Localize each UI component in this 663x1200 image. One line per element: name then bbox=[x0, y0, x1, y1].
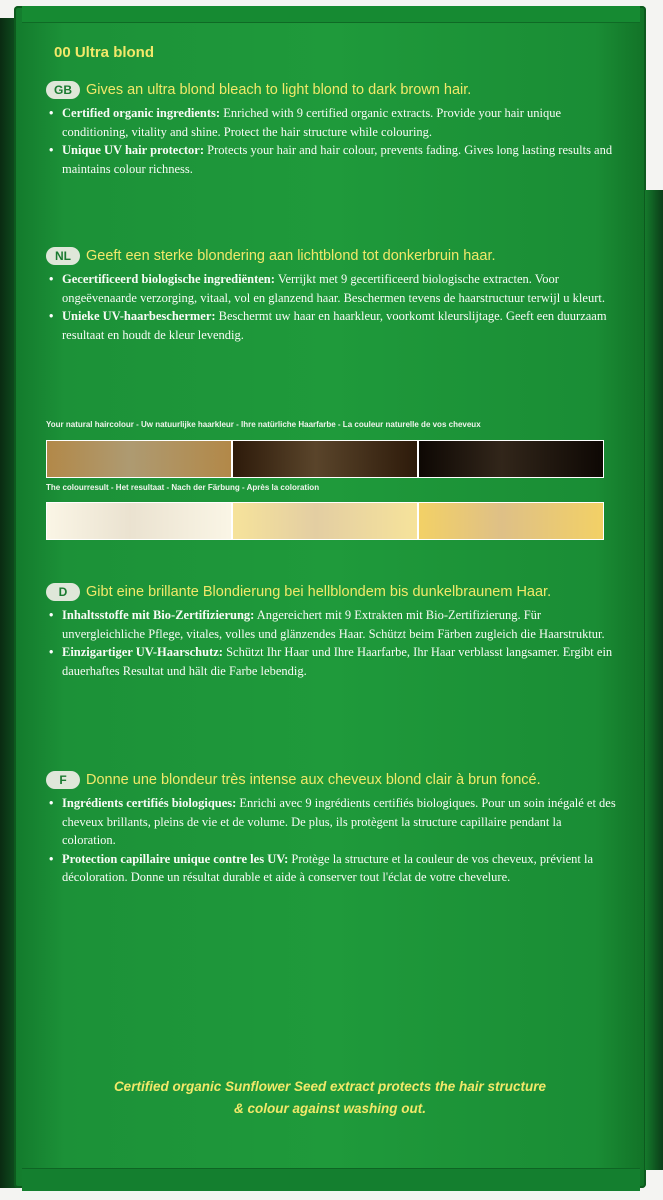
bullet-item: • Ingrédients certifiés biologiques: Enrichi avec 9 ingrédients certifiés biologiques. Pour un soin inégalé et des cheveux brillants, pleins de vie et de volume. De plus, ils protègent la structure capillaire pendant la coloration. bbox=[46, 794, 616, 850]
language-badge-nl: NL bbox=[46, 247, 80, 265]
shade-title: 00 Ultra blond bbox=[54, 44, 155, 61]
section-heading bbox=[46, 246, 616, 266]
result-swatch-light bbox=[47, 503, 231, 539]
section-nl bbox=[46, 246, 616, 344]
natural-colour-swatches bbox=[46, 440, 604, 478]
language-badge-d: D bbox=[46, 583, 80, 601]
footer-claim bbox=[40, 1076, 620, 1120]
result-colour-caption: The colourresult - Het resultaat - Nach der Färbung - Après la coloration bbox=[46, 483, 320, 492]
bullet-item: • Einzigartiger UV-Haarschutz: Schützt Ihr Haar und Ihre Haarfarbe, Ihr Haar verblasst langsamer. Ergibt ein dauerhaftes Resultat und hält die Farbe lebendig. bbox=[46, 643, 616, 680]
bullet-item: • Inhaltsstoffe mit Bio-Zertifizierung: Angereichert mit 9 Extrakten mit Bio-Zertifizierung. Für unvergleichliche Pflege, vitales, volles und glänzendes Haar. Schützt beim Färben zugleich die Haarstruktur. bbox=[46, 606, 616, 643]
heading-text: Gibt eine brillante Blondierung bei hellblondem bis dunkelbraunem Haar. bbox=[86, 584, 552, 600]
language-badge-gb: GB bbox=[46, 81, 80, 99]
bullet-list bbox=[46, 794, 616, 887]
footer-line-2: & colour against washing out. bbox=[233, 1101, 426, 1116]
heading-text: Geeft een sterke blondering aan lichtblond tot donkerbruin haar. bbox=[86, 248, 496, 264]
section-heading bbox=[46, 80, 616, 100]
section-d bbox=[46, 582, 616, 680]
bullet-list bbox=[46, 104, 616, 178]
box-right-flap bbox=[645, 190, 663, 1170]
section-gb bbox=[46, 80, 616, 178]
bullet-list bbox=[46, 270, 616, 344]
result-swatch-dark bbox=[419, 503, 603, 539]
natural-colour-caption: Your natural haircolour - Uw natuurlijke haarkleur - Ihre natürliche Haarfarbe - La couleur naturelle de vos cheveux bbox=[46, 420, 481, 429]
natural-swatch-light bbox=[47, 441, 231, 477]
bullet-item: • Gecertificeerd biologische ingrediënten: Verrijkt met 9 gecertificeerd biologische extracten. Voor ongeëvenaarde verzorging, vitaal, vol en glanzend haar. Beschermen tevens de haarstructuur terwijl u kleurt. bbox=[46, 270, 616, 307]
box-top-edge bbox=[22, 6, 640, 23]
bullet-item: • Protection capillaire unique contre les UV: Protège la structure et la couleur de vos cheveux, prévient la décoloration. Donne un résultat durable et aide à conserver tout l'éclat de votre chevelure. bbox=[46, 850, 616, 887]
natural-swatch-medium bbox=[233, 441, 417, 477]
language-badge-f: F bbox=[46, 771, 80, 789]
natural-swatch-dark bbox=[419, 441, 603, 477]
box-bottom-edge bbox=[22, 1168, 640, 1191]
section-heading bbox=[46, 770, 616, 790]
section-heading bbox=[46, 582, 616, 602]
heading-text: Gives an ultra blond bleach to light blond to dark brown hair. bbox=[86, 82, 472, 98]
bullet-item: • Unique UV hair protector: Protects your hair and hair colour, prevents fading. Gives long lasting results and maintains colour richness. bbox=[46, 141, 616, 178]
section-f bbox=[46, 770, 616, 887]
bullet-item: • Certified organic ingredients: Enriched with 9 certified organic extracts. Provide your hair unique conditioning, vitality and shine. Protect the hair structure while colouring. bbox=[46, 104, 616, 141]
bullet-item: • Unieke UV-haarbeschermer: Beschermt uw haar en haarkleur, voorkomt kleurslijtage. Geeft een duurzaam resultaat en houdt de kleur levendig. bbox=[46, 307, 616, 344]
result-colour-swatches bbox=[46, 502, 604, 540]
heading-text: Donne une blondeur très intense aux cheveux blond clair à brun foncé. bbox=[86, 772, 541, 788]
result-swatch-medium bbox=[233, 503, 417, 539]
footer-line-1: Certified organic Sunflower Seed extract protects the hair structure bbox=[113, 1079, 547, 1094]
bullet-list bbox=[46, 606, 616, 680]
